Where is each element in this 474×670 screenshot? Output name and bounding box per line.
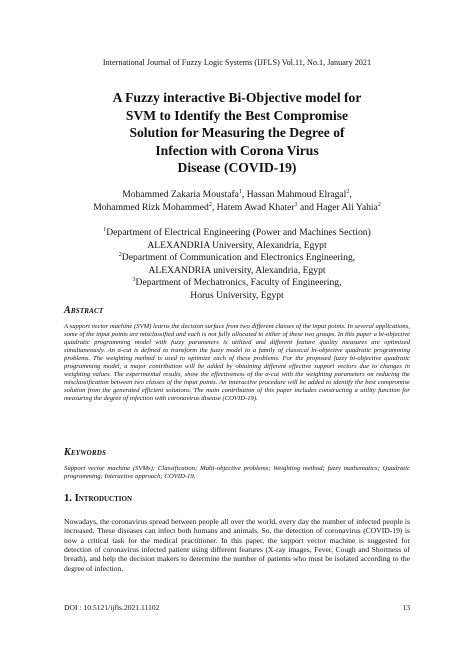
affiliation-line (30, 227, 444, 240)
author-name: Mohammed Rizk Mohammed (93, 202, 209, 213)
introduction-heading: 1. Introduction (64, 493, 132, 504)
author-name: Mohammed Zakaria Moustafa (122, 189, 239, 200)
affiliation-line: ALEXANDRIA university, Alexandria, Egypt (148, 264, 326, 276)
affiliation-marker: 2 (118, 252, 122, 258)
affiliation-line (30, 277, 444, 290)
affiliation-text: Department of Electrical Engineering (Power and Machines Section) (106, 227, 371, 238)
abstract-text: A support vector machine (SVM) learns the decision surface from two different classes of the input points. In several applications, some of the input points are misclassified and each is not fully allocated to either of these two groups. In this paper a bi-objective quadratic programming model with fuzzy parameters is utilized and different feature quality measures are optimized simultaneously. An α-cut is defined to transform the fuzzy model to a family of classical bi-objective quadratic programming problems. The weighting method is used to optimize each of these problems. For the proposed fuzzy bi-objective quadratic programming model, a major contribution will be added by obtaining different effective support vectors due to changes in weighting values. The experimental results, show the effectiveness of the α-cut with the weighting parameters on reducing the misclassification between two classes of the input points. An interactive procedure will be added to identify the best compromise solution from the generated efficient solutions. The main contribution of this paper includes constructing a utility function for measuring the degree of infection with coronavirus disease (COVID-19). (64, 323, 410, 403)
affiliation-text: Department of Mechatronics, Faculty of Engineering, (135, 277, 342, 289)
affiliation-marker: 2 (346, 188, 350, 195)
author-name: and Hager Ali Yahia (297, 202, 378, 213)
affiliation-marker: 3 (294, 201, 298, 208)
introduction-text: Nowadays, the coronavirus spread between people all over the world, every day the number of infected people is increased. These diseases can infect both humans and animals. So, the detection of coronavirus (COVID-19) is now a critical task for the medical practitioner. In this paper, the support vector machine is suggested for detection of coronavirus infected patient using different features (X-ray images, Fever, Cough and Shortness of breath), and help the decision makers to determine the number of patients who must be isolated according to the degree of infection. (64, 517, 410, 573)
title-line: A Fuzzy interactive Bi-Objective model for (112, 90, 362, 105)
affiliation-list (30, 227, 444, 303)
title-line: Solution for Measuring the Degree of (129, 125, 345, 140)
keywords-text: Support vector machine (SVMs); Classification; Multi-objective problems; Weighting method; fuzzy mathematics; Quadratic programming; Interactive approach; COVID-19. (64, 465, 410, 481)
author-name: , Hatem Awad Khater (211, 202, 295, 213)
affiliation-marker: 2 (208, 201, 212, 208)
affiliation-marker: 3 (132, 277, 136, 284)
affiliation-marker: 2 (377, 201, 381, 208)
affiliation-line: ALEXANDRIA University, Alexandria, Egypt (147, 239, 327, 251)
abstract-heading: Abstract (64, 305, 104, 316)
affiliation-line (30, 252, 444, 265)
title-line: Infection with Corona Virus (155, 142, 319, 158)
affiliation-line: Horus University, Egypt (190, 289, 284, 301)
affiliation-text: Department of Communication and Electronics Engineering, (121, 252, 356, 264)
page-number: 13 (402, 603, 410, 612)
doi-footer: DOI : 10.5121/ijfls.2021.11102 (64, 603, 160, 612)
title-line: SVM to Identify the Best Compromise (125, 107, 349, 123)
affiliation-marker: 1 (238, 188, 242, 195)
affiliation-marker: 1 (103, 226, 107, 233)
author-line (30, 201, 444, 214)
author-line (30, 188, 444, 201)
author-separator: , (349, 189, 352, 200)
journal-header: International Journal of Fuzzy Logic Systems (IJFLS) Vol.11, No.1, January 2021 (102, 58, 372, 67)
title-line: Disease (COVID-19) (177, 160, 297, 175)
keywords-heading: Keywords (64, 447, 107, 458)
paper-title (40, 89, 434, 177)
author-list (30, 188, 444, 214)
author-name: , Hassan Mahmoud Elragal (241, 189, 347, 200)
